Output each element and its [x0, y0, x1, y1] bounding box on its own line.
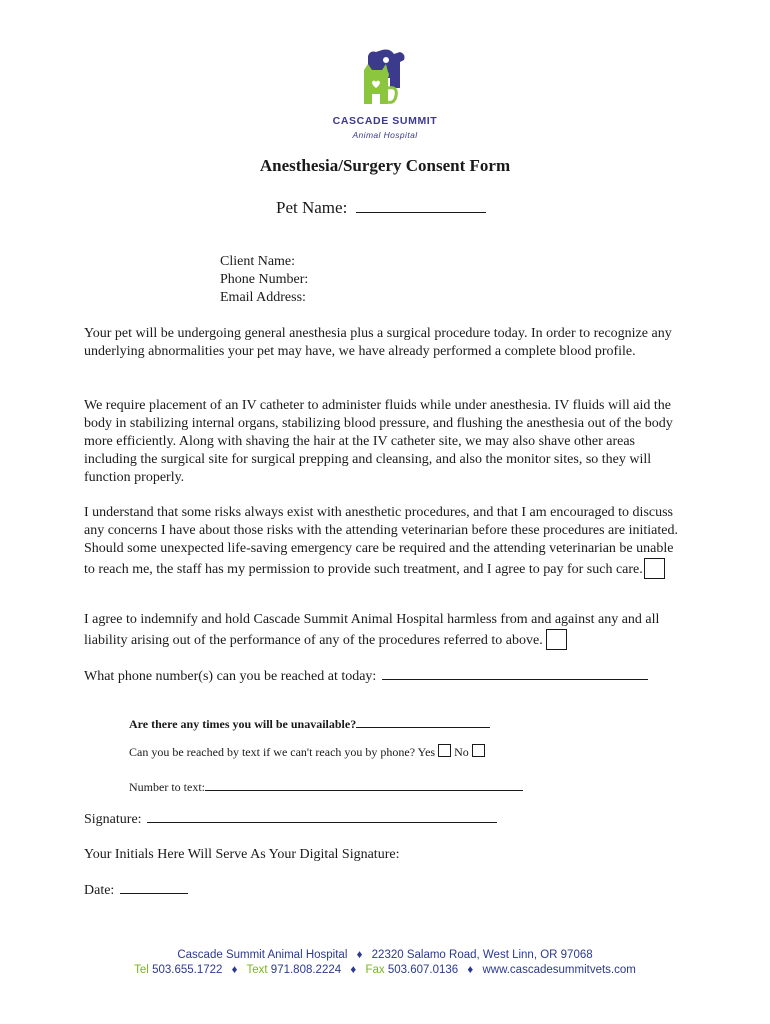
pet-name-label: Pet Name: [276, 198, 348, 217]
brand-name: CASCADE SUMMIT [332, 115, 438, 127]
paragraph-iv-catheter: We require placement of an IV catheter to administer fluids while under anesthesia. IV fluids will aid the body in stabilizing internal organs, stabilizing blood pressure, and flushing the anesthesia out of the body more efficiently. Along with shaving the hair at the IV catheter site, we may also shave other areas including the surgical site for surgical prepping and cleansing, and also the monitor sites, so they will function properly. [84, 398, 673, 485]
date-field[interactable] [120, 881, 188, 894]
paragraph-risks-text: I understand that some risks always exist with anesthetic procedures, and that I am encouraged to discuss any concerns I have about those risks with the attending veterinarian before these procedures are initiated. Should some unexpected life-saving emergency care be required and the attending veterinarian be unable to reach me, the staff has my permission to provide such treatment, and I agree to pay for such care. [84, 505, 678, 577]
phone-number-label: Phone Number: [220, 272, 309, 287]
client-info-block [220, 253, 308, 307]
number-to-text-row [129, 776, 523, 795]
pet-name-field[interactable] [356, 198, 486, 213]
number-to-text-label: Number to text: [129, 780, 205, 794]
client-name-label: Client Name: [220, 254, 296, 269]
unavailable-row [129, 715, 490, 732]
signature-label: Signature: [84, 812, 142, 827]
footer-separator: ♦ [350, 964, 357, 976]
footer-address [0, 949, 770, 961]
date-row [84, 881, 684, 900]
paragraph-indemnify [84, 611, 674, 650]
phone-numbers-field[interactable] [382, 665, 648, 680]
text-question-label: Can you be reached by text if we can't reach you by phone? [129, 745, 416, 759]
phone-question-label: What phone number(s) can you be reached at today: [84, 669, 377, 684]
phone-question-row [84, 665, 684, 686]
paragraph-anesthesia: Your pet will be undergoing general anesthesia plus a surgical procedure today. In order to recognize any underlying abnormalities your pet may have, we have already performed a complete blood profile. [84, 326, 672, 359]
footer-tel-label: Tel [134, 964, 149, 976]
footer-contact [0, 964, 770, 976]
initials-label: Your Initials Here Will Serve As Your Digital Signature: [84, 847, 400, 862]
footer-hospital-name: Cascade Summit Animal Hospital [177, 949, 348, 961]
unavailable-times-field[interactable] [356, 715, 490, 728]
text-no-checkbox[interactable] [472, 744, 485, 757]
text-yes-checkbox[interactable] [438, 744, 451, 757]
paragraph-risks [84, 504, 684, 579]
footer-separator: ♦ [467, 964, 474, 976]
risks-agree-checkbox[interactable] [644, 558, 665, 579]
indemnify-agree-checkbox[interactable] [546, 629, 567, 650]
footer-street: 22320 Salamo Road, West Linn, OR 97068 [371, 949, 593, 961]
pet-name-row [276, 198, 486, 218]
footer-fax-label: Fax [365, 964, 385, 976]
brand-subtitle: Animal Hospital [352, 130, 418, 140]
dog-cat-logo-icon [360, 48, 410, 110]
footer-tel: 503.655.1722 [152, 964, 223, 976]
paragraph-indemnify-text: I agree to indemnify and hold Cascade Summit Animal Hospital harmless from and against any and all liability arising out of the performance of any of the procedures referred to above. [84, 612, 660, 648]
email-address-label: Email Address: [220, 290, 306, 305]
form-title: Anesthesia/Surgery Consent Form [259, 156, 511, 175]
text-question-row [129, 744, 485, 760]
footer-separator: ♦ [231, 964, 238, 976]
unavailable-question-label: Are there any times you will be unavailable? [129, 717, 357, 731]
footer-text-label: Text [246, 964, 268, 976]
no-label: No [454, 745, 469, 759]
footer-fax: 503.607.0136 [387, 964, 459, 976]
signature-row [84, 810, 684, 829]
number-to-text-field[interactable] [205, 776, 523, 791]
yes-label: Yes [417, 745, 436, 759]
signature-field[interactable] [147, 810, 497, 823]
date-label: Date: [84, 883, 115, 898]
footer-website-link[interactable]: www.cascadesummitvets.com [482, 964, 636, 976]
footer-separator: ♦ [356, 949, 363, 961]
footer-text-number: 971.808.2224 [270, 964, 342, 976]
